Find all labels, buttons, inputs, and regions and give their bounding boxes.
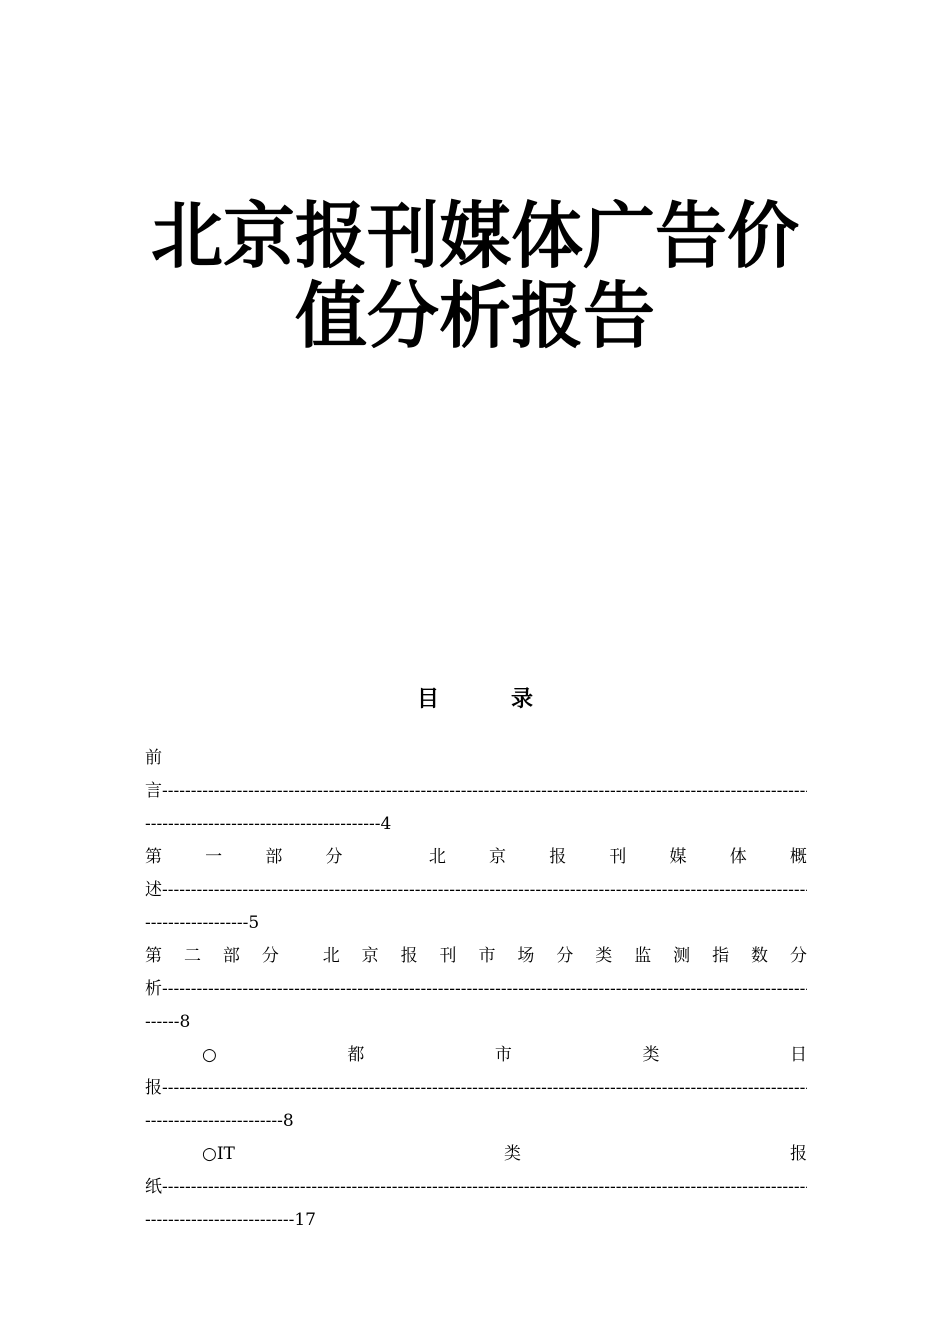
toc-page-leader: ------------------5 <box>145 913 260 933</box>
toc-page-leader: ------------------------8 <box>145 1111 294 1131</box>
toc-entry-char: 北 <box>322 946 340 966</box>
toc-entry-part2-line2[interactable] <box>145 973 807 1006</box>
toc-entry-char: 场 <box>517 946 535 966</box>
toc-entry-char: ○IT <box>202 1144 235 1164</box>
table-of-contents <box>145 742 807 1237</box>
toc-entry-it-papers-line2[interactable] <box>145 1171 807 1204</box>
toc-entry-char: 类 <box>642 1045 660 1065</box>
toc-entry-char: 分 <box>261 946 279 966</box>
document-title-line-2: 值分析报告 <box>294 274 655 358</box>
toc-leader <box>162 874 807 907</box>
toc-entry-part2-line3[interactable] <box>145 1006 807 1039</box>
toc-page-leader: --------------------------17 <box>145 1210 316 1230</box>
toc-entry-char: 分 <box>556 946 574 966</box>
toc-entry-char: 报 <box>549 847 567 867</box>
toc-entry-char: 日 <box>789 1045 807 1065</box>
document-title-line-1: 北京报刊媒体广告价 <box>150 194 799 278</box>
toc-entry-part1-line2[interactable] <box>145 874 807 907</box>
toc-entry-label: 析 <box>145 979 162 999</box>
toc-entry-char: 分 <box>789 946 807 966</box>
toc-entry-char: 一 <box>205 847 223 867</box>
toc-entry-char: 媒 <box>669 847 687 867</box>
toc-entry-char: 概 <box>789 847 807 867</box>
toc-entry-char: 都 <box>347 1045 365 1065</box>
toc-leader <box>162 1171 807 1204</box>
toc-entry-part2-line1[interactable] <box>145 940 807 973</box>
toc-entry-label: 前 <box>145 748 162 768</box>
toc-entry-char: 刊 <box>439 946 457 966</box>
document-title <box>120 196 830 356</box>
toc-entry-char: 市 <box>478 946 496 966</box>
toc-entry-char: 数 <box>751 946 768 966</box>
toc-entry-char: 类 <box>595 946 613 966</box>
toc-entry-label: 言 <box>145 781 162 801</box>
toc-entry-char: 二 <box>183 946 201 966</box>
toc-heading-left: 目 <box>416 687 439 712</box>
toc-entry-char: 指 <box>712 946 730 966</box>
toc-entry-char: 类 <box>503 1144 521 1164</box>
toc-entry-char: 京 <box>361 946 379 966</box>
toc-entry-char: 第 <box>145 847 162 867</box>
toc-entry-preface-line1[interactable] <box>145 742 807 775</box>
toc-entry-metro-daily-line3[interactable] <box>145 1105 807 1138</box>
toc-entry-char: 报 <box>400 946 418 966</box>
toc-entry-metro-daily-line2[interactable] <box>145 1072 807 1105</box>
toc-heading-right: 录 <box>511 687 534 712</box>
toc-entry-preface-line3[interactable] <box>145 808 807 841</box>
toc-entry-char: 分 <box>325 847 343 867</box>
toc-entry-part1-line1[interactable] <box>145 841 807 874</box>
toc-page-leader: ------8 <box>145 1012 191 1032</box>
toc-entry-char: 市 <box>494 1045 512 1065</box>
toc-entry-char: 京 <box>489 847 507 867</box>
toc-entry-it-papers-line1[interactable] <box>145 1138 807 1171</box>
toc-entry-char: 报 <box>789 1144 807 1164</box>
toc-entry-char: 部 <box>222 946 240 966</box>
toc-entry-char: ○ <box>202 1045 217 1065</box>
toc-entry-label: 述 <box>145 880 162 900</box>
toc-entry-metro-daily-line1[interactable] <box>145 1039 807 1072</box>
toc-entry-part1-line3[interactable] <box>145 907 807 940</box>
toc-entry-char: 第 <box>145 946 162 966</box>
toc-entry-preface-line2[interactable] <box>145 775 807 808</box>
toc-entry-char: 体 <box>729 847 747 867</box>
toc-entry-char: 北 <box>428 847 446 867</box>
toc-entry-char: 测 <box>673 946 691 966</box>
toc-leader <box>162 1072 807 1105</box>
toc-heading <box>0 682 950 713</box>
toc-entry-label: 报 <box>145 1078 162 1098</box>
toc-entry-it-papers-line3[interactable] <box>145 1204 807 1237</box>
toc-entry-label: 纸 <box>145 1177 162 1197</box>
toc-entry-char: 刊 <box>609 847 627 867</box>
toc-page-leader: -----------------------------------------4 <box>145 814 392 834</box>
toc-leader <box>162 775 807 808</box>
toc-leader <box>162 973 807 1006</box>
toc-entry-char: 部 <box>265 847 283 867</box>
toc-entry-char: 监 <box>634 946 652 966</box>
